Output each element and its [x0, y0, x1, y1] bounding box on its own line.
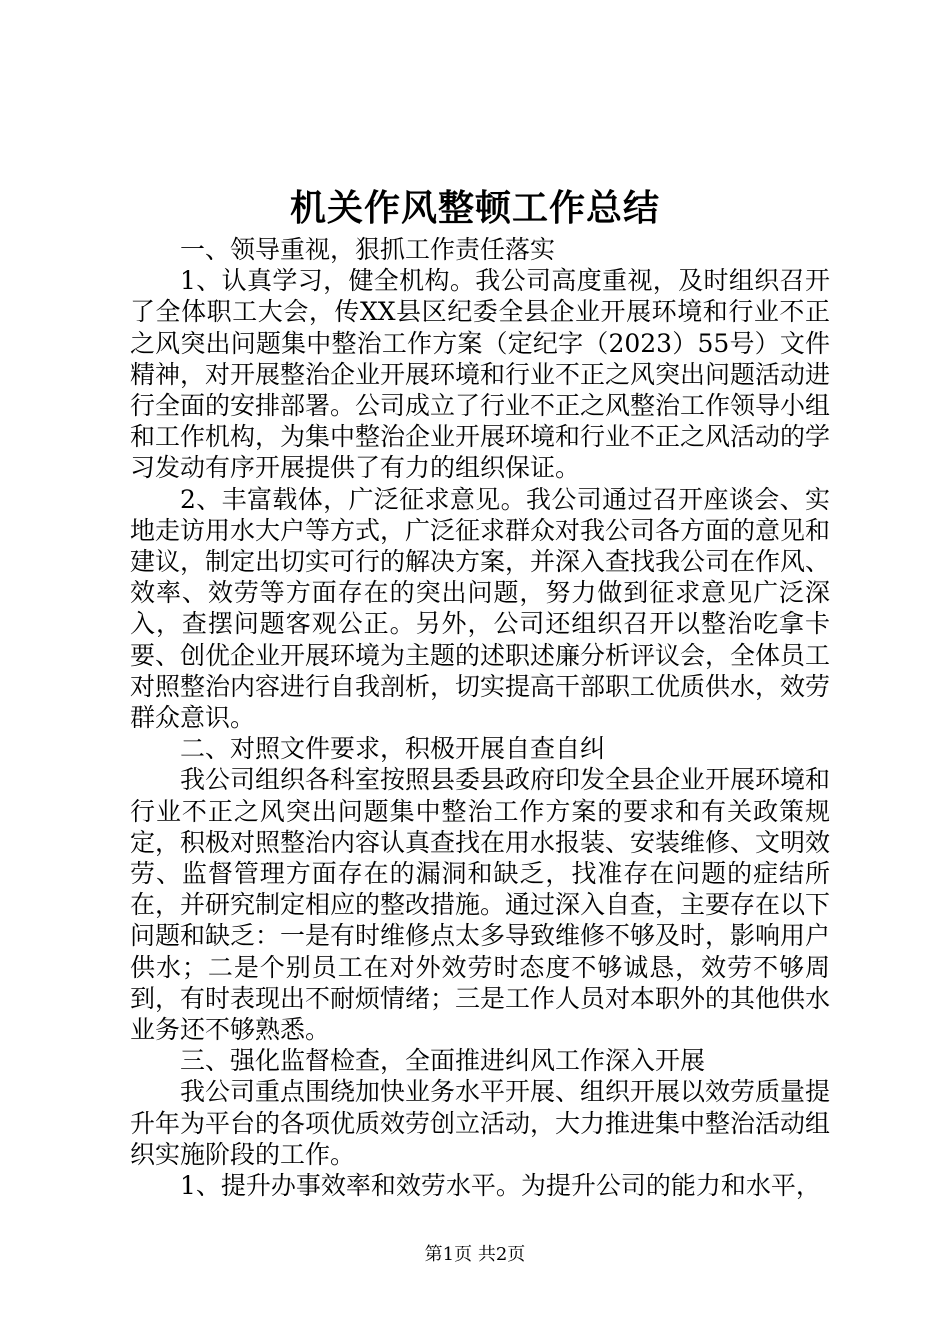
paragraph-1-2: 2、丰富载体，广泛征求意见。我公司通过召开座谈会、实地走访用水大户等方式，广泛征求群众对我公司各方面的意见和建议，制定出切实可行的解决方案，并深入查找我公司在作风、效率、效劳等方面存在的突出问题，努力做到征求意见广泛深入，查摆问题客观公正。另外，公司还组织召开以整治吃拿卡要、创优企业开展环境为主题的述职述廉分析评议会，全体员工对照整治内容进行自我剖析，切实提高干部职工优质供水，效劳群众意识。	[130, 484, 831, 733]
document-title: 机关作风整顿工作总结	[289, 187, 660, 229]
paragraph-3: 我公司重点围绕加快业务水平开展、组织开展以效劳质量提升年为平台的各项优质效劳创立活动，大力推进集中整治活动组织实施阶段的工作。	[130, 1077, 831, 1169]
section-heading-2: 二、对照文件要求，积极开展自查自纠	[180, 734, 606, 764]
paragraph-1-1: 1、认真学习，健全机构。我公司高度重视，及时组织召开了全体职工大会，传XX县区纪委全县企业开展环境和行业不正之风突出问题集中整治工作方案（定纪字（2023）55号）文件精神，对开展整治企业开展环境和行业不正之风突出问题活动进行全面的安排部署。公司成立了行业不正之风整治工作领导小组和工作机构，为集中整治企业开展环境和行业不正之风活动的学习发动有序开展提供了有力的组织保证。	[130, 266, 831, 483]
section-heading-1: 一、领导重视，狠抓工作责任落实	[180, 235, 556, 264]
paragraph-2: 我公司组织各科室按照县委县政府印发全县企业开展环境和行业不正之风突出问题集中整治工作方案的要求和有关政策规定，积极对照整治内容认真查找在用水报装、安装维修、文明效劳、监督管理方面存在的漏洞和缺乏，找准存在问题的症结所在，并研究制定相应的整改措施。通过深入自查，主要存在以下问题和缺乏：一是有时维修点太多导致维修不够及时，影响用户供水；二是个别员工在对外效劳时态度不够诚恳，效劳不够周到，有时表现出不耐烦情绪；三是工作人员对本职外的其他供水业务还不够熟悉。	[130, 765, 831, 1045]
document-body	[130, 234, 830, 1201]
section-heading-3: 三、强化监督检查，全面推进纠风工作深入开展	[180, 1046, 706, 1076]
page-footer: 第1页 共2页	[424, 1244, 526, 1265]
paragraph-3-1: 1、提升办事效率和效劳水平。为提升公司的能力和水平，	[180, 1171, 821, 1201]
